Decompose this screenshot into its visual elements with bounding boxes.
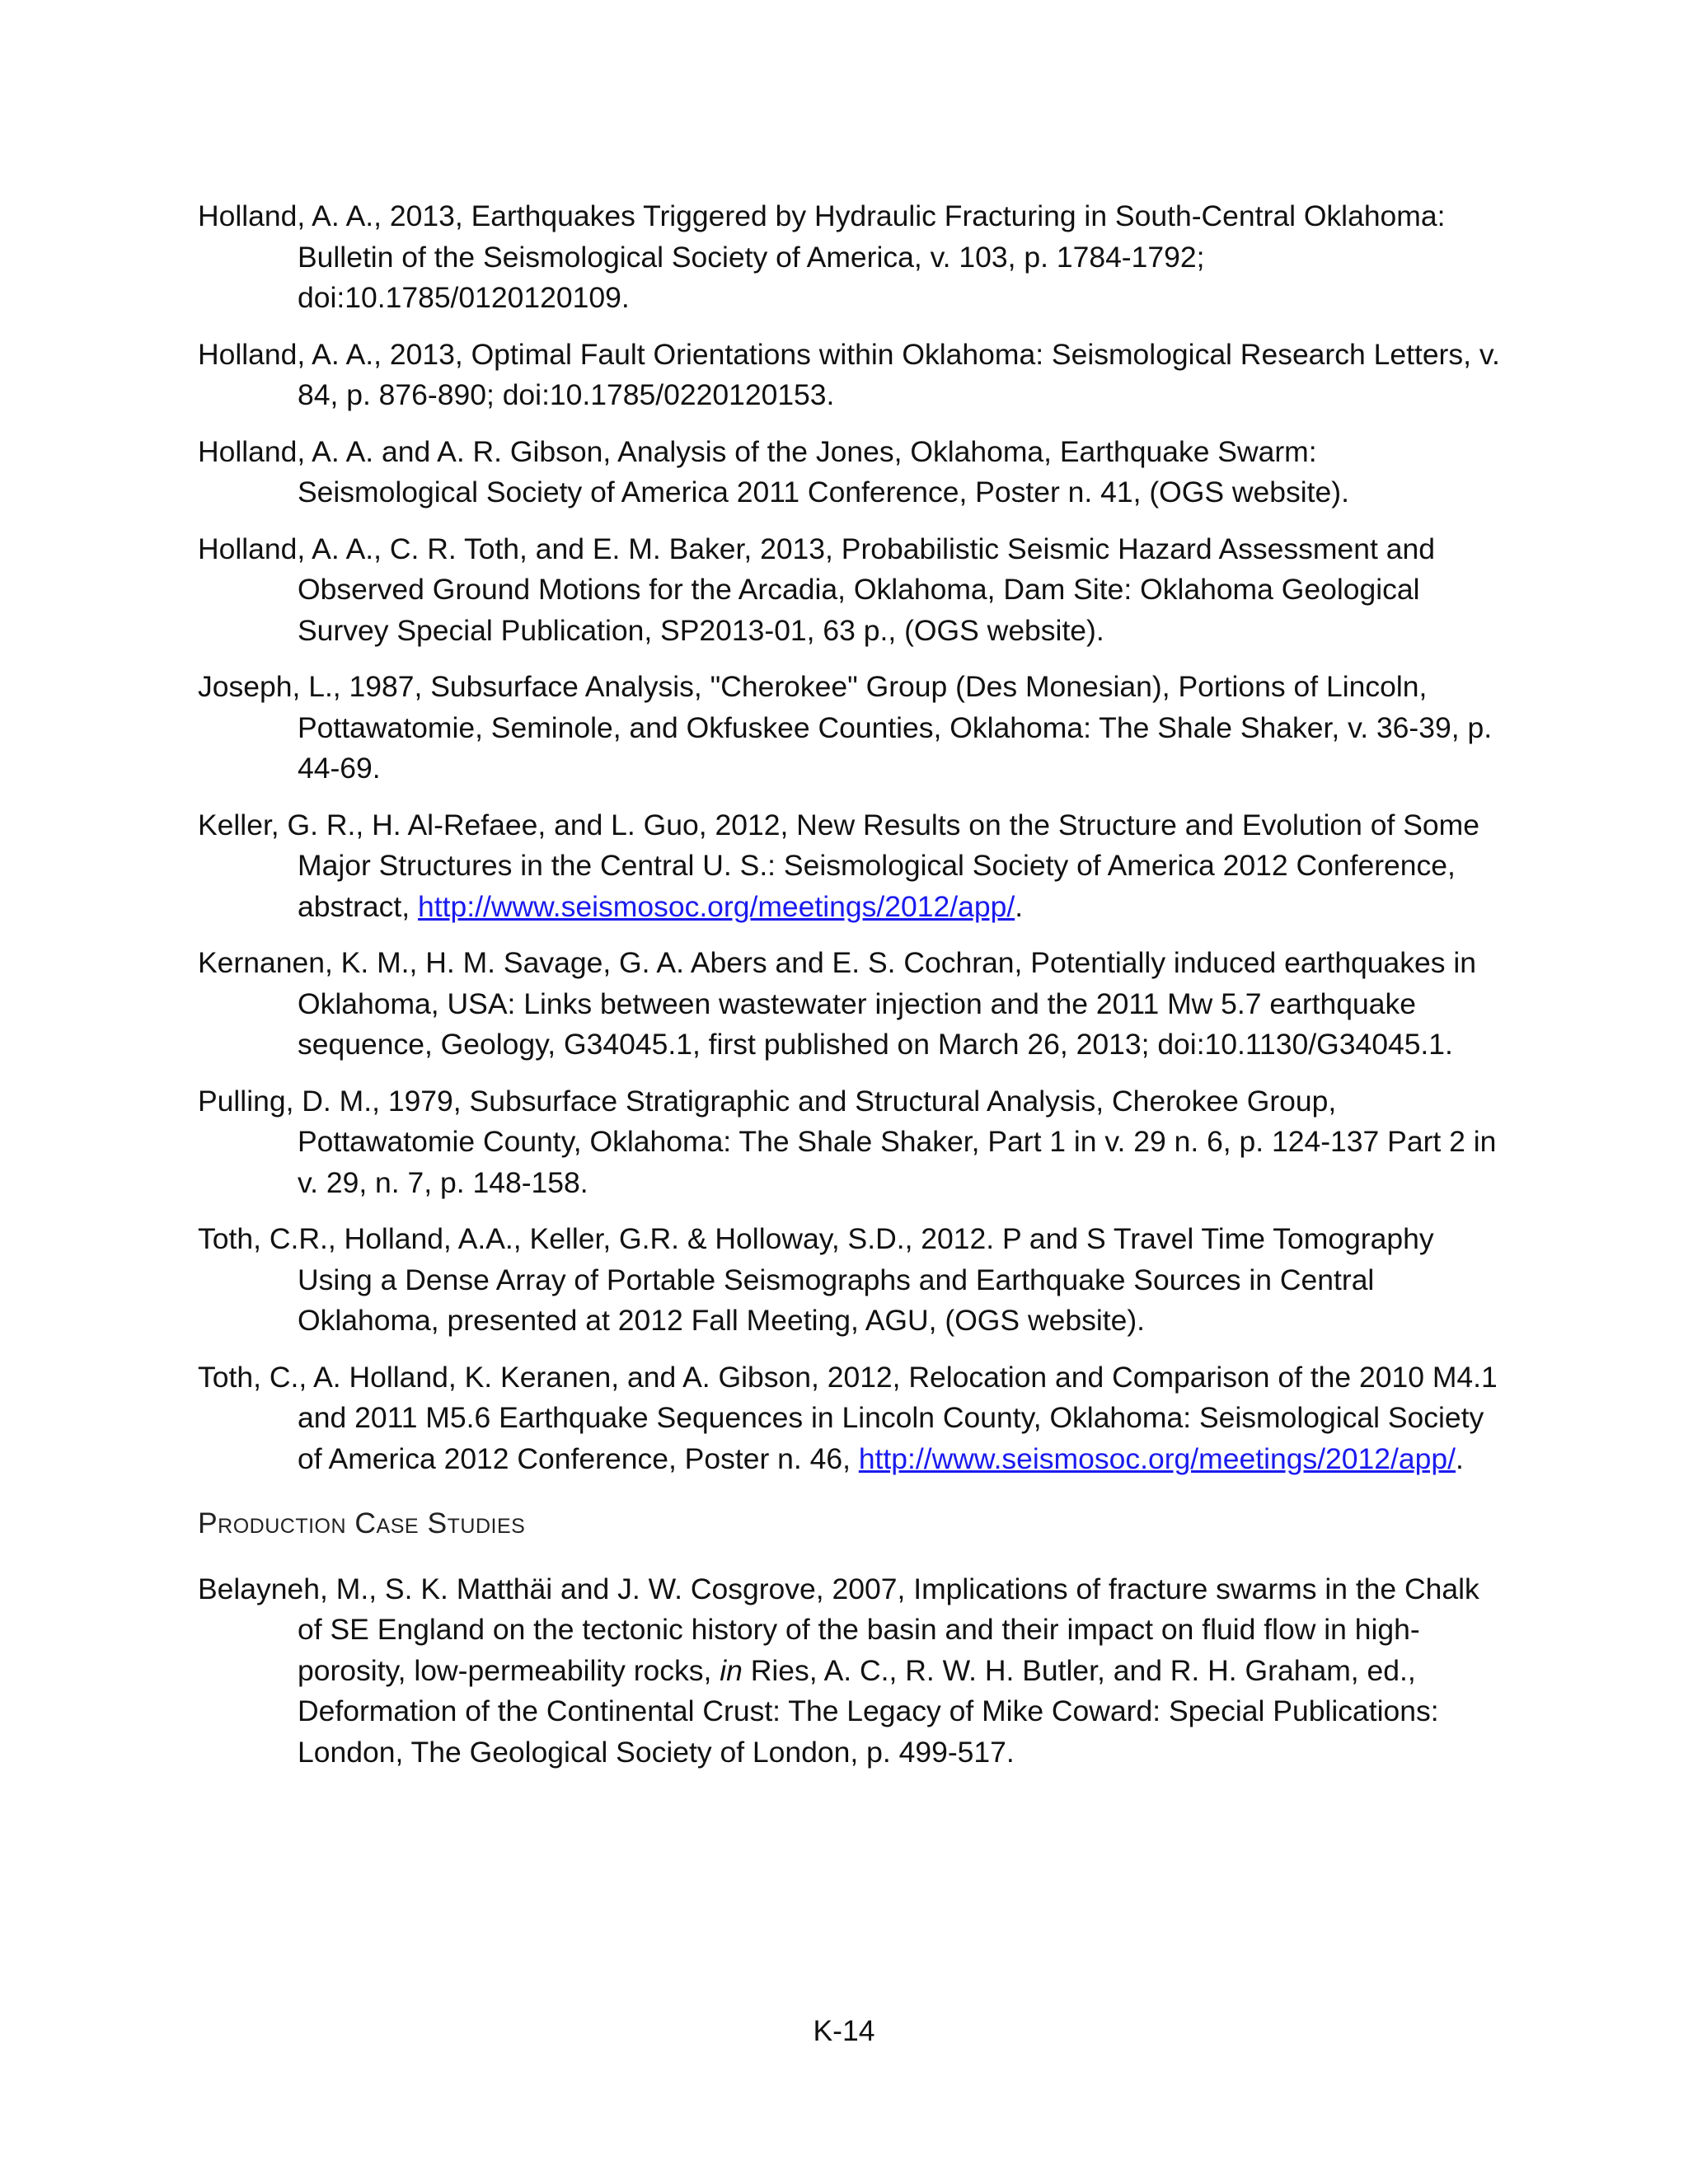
reference-item	[198, 196, 1500, 319]
page-number: K-14	[813, 2014, 875, 2047]
reference-text-after: .	[1015, 889, 1024, 923]
reference-text: Joseph, L., 1987, Subsurface Analysis, "Cherokee" Group (Des Monesian), Portions of Lincoln, Pottawatomie, Seminole, and Okfuskee Counties, Oklahoma: The Shale Shaker, v. 36-39, p. 44-69.	[198, 670, 1493, 785]
reference-text: Keller, G. R., H. Al-Refaee, and L. Guo, 2012, New Results on the Structure and Evolution of Some Major Structures in the Central U. S.: Seismological Society of America 2012 Conference, abstract,	[198, 808, 1479, 923]
reference-text: Pulling, D. M., 1979, Subsurface Stratigraphic and Structural Analysis, Cherokee Group, Pottawatomie County, Oklahoma: The Shale Shaker, Part 1 in v. 29 n. 6, p. 124-137 Part 2 in v. 29, n. 7, p. 148-158.	[198, 1084, 1497, 1199]
reference-item	[198, 529, 1500, 652]
reference-text: Holland, A. A., 2013, Optimal Fault Orientations within Oklahoma: Seismological Research Letters, v. 84, p. 876-890; doi:10.1785/0220120153.	[198, 337, 1500, 411]
reference-text: Toth, C.R., Holland, A.A., Keller, G.R. & Holloway, S.D., 2012. P and S Travel Time Tomography Using a Dense Array of Portable Seismographs and Earthquake Sources in Central Oklahoma, presented at 2012 Fall Meeting, AGU, (OGS website).	[198, 1222, 1434, 1337]
reference-item	[198, 1219, 1500, 1342]
reference-item	[198, 805, 1500, 928]
reference-text: Belayneh, M., S. K. Matthäi and J. W. Cosgrove, 2007, Implications of fracture swarms in the Chalk of SE England on the tectonic history of the basin and their impact on fluid flow in high-porosity, low-permeability rocks,	[198, 1572, 1479, 1687]
reference-text: Holland, A. A. and A. R. Gibson, Analysis of the Jones, Oklahoma, Earthquake Swarm: Seismological Society of America 2011 Conference, Poster n. 41, (OGS website).	[198, 434, 1349, 509]
reference-text: Holland, A. A., C. R. Toth, and E. M. Baker, 2013, Probabilistic Seismic Hazard Assessment and Observed Ground Motions for the Arcadia, Oklahoma, Dam Site: Oklahoma Geological Survey Special Publication, SP2013-01, 63 p., (OGS website).	[198, 532, 1435, 647]
reference-item	[198, 335, 1500, 416]
reference-item	[198, 1569, 1500, 1774]
reference-text: Toth, C., A. Holland, K. Keranen, and A. Gibson, 2012, Relocation and Comparison of the 2010 M4.1 and 2011 M5.6 Earthquake Sequences in Lincoln County, Oklahoma: Seismological Society of America 2012 Conference, Poster n. 46,	[198, 1360, 1498, 1475]
reference-italic-text: in	[720, 1653, 743, 1687]
reference-item	[198, 1357, 1500, 1480]
reference-item	[198, 943, 1500, 1066]
reference-link[interactable]: http://www.seismosoc.org/meetings/2012/app/	[858, 1441, 1456, 1475]
reference-text: Kernanen, K. M., H. M. Savage, G. A. Abers and E. S. Cochran, Potentially induced earthquakes in Oklahoma, USA: Links between wastewater injection and the 2011 Mw 5.7 earthquake sequence, Geology, G34045.1, first published on March 26, 2013; doi:10.1130/G34045.1.	[198, 946, 1477, 1061]
reference-item	[198, 1081, 1500, 1204]
reference-text-after: .	[1456, 1441, 1464, 1475]
reference-item	[198, 667, 1500, 790]
section-heading: Production Case Studies	[198, 1507, 526, 1540]
reference-text: Holland, A. A., 2013, Earthquakes Triggered by Hydraulic Fracturing in South-Central Oklahoma: Bulletin of the Seismological Society of America, v. 103, p. 1784-1792; doi:10.1785/0120120109.	[198, 199, 1446, 314]
reference-item	[198, 432, 1500, 513]
reference-list	[198, 196, 1500, 1788]
reference-text-after: Ries, A. C., R. W. H. Butler, and R. H. Graham, ed., Deformation of the Continental Crust: The Legacy of Mike Coward: Special Publications: London, The Geological Society of London, p. 499-517.	[298, 1653, 1439, 1769]
reference-link[interactable]: http://www.seismosoc.org/meetings/2012/app/	[418, 889, 1015, 923]
